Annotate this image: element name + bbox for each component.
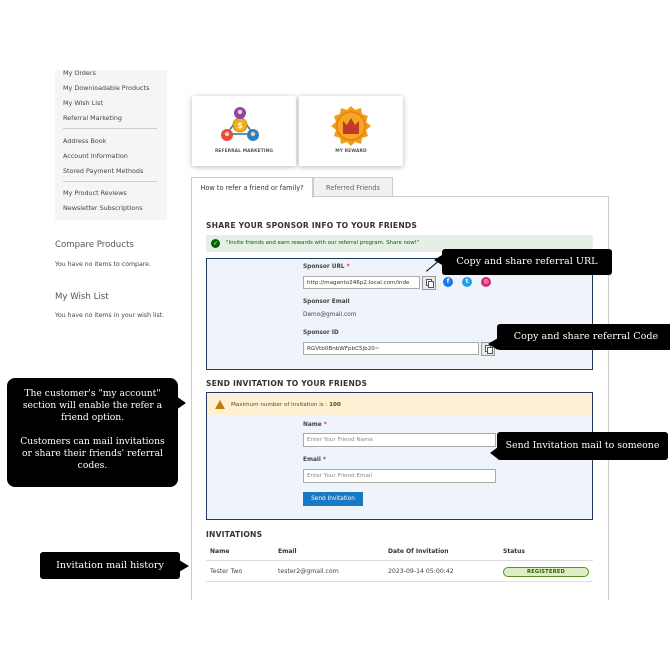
column-header-email: Email — [278, 548, 297, 555]
nav-my-orders[interactable]: My Orders — [63, 69, 96, 77]
row-name: Tester Two — [210, 568, 243, 575]
facebook-icon[interactable]: f — [443, 277, 453, 287]
compare-products-empty: You have no items to compare. — [55, 261, 151, 268]
account-navigation — [55, 70, 167, 220]
friend-name-label: Name * — [303, 422, 327, 428]
crown-medal-icon — [330, 105, 372, 147]
success-message-text: "Invite friends and earn rewards with our referral program. Share now!" — [226, 240, 420, 246]
table-divider — [206, 581, 593, 582]
tab-referred-friends[interactable]: Referred Friends — [313, 177, 393, 197]
tab-how-to-refer[interactable]: How to refer a friend or family? — [191, 177, 313, 198]
sponsor-url-input[interactable] — [303, 276, 420, 289]
referral-marketing-icon — [220, 106, 260, 144]
nav-address-book[interactable]: Address Book — [63, 137, 107, 145]
nav-account-information[interactable]: Account Information — [63, 152, 128, 160]
max-invitation-text: Maximum number of invitation is : 100 — [231, 402, 341, 408]
sponsor-url-label: Sponsor URL * — [303, 264, 350, 270]
copy-code-callout: Copy and share referral Code — [497, 324, 670, 350]
history-callout: Invitation mail history — [40, 552, 180, 579]
instagram-icon[interactable]: ◎ — [481, 277, 491, 287]
invitations-title: INVITATIONS — [206, 530, 263, 539]
sponsor-id-label: Sponsor ID — [303, 330, 339, 336]
column-header-date: Date Of Invitation — [388, 548, 449, 555]
send-mail-callout: Send Invitation mail to someone — [497, 432, 668, 460]
wish-list-empty: You have no items in your wish list. — [55, 312, 165, 319]
send-invitation-button[interactable]: Send Invitation — [303, 492, 363, 506]
warning-icon — [215, 400, 225, 409]
my-reward-card[interactable] — [299, 96, 403, 166]
row-date: 2023-09-14 05:00:42 — [388, 568, 454, 575]
wish-list-title: My Wish List — [55, 292, 109, 302]
column-header-status: Status — [503, 548, 525, 555]
nav-stored-payment-methods[interactable]: Stored Payment Methods — [63, 167, 144, 175]
my-account-callout: The customer's "my account" section will enable the refer a friend option. Customers can mail invitations or share their friends' referral codes. — [7, 378, 178, 487]
sponsor-section-title: SHARE YOUR SPONSOR INFO TO YOUR FRIENDS — [206, 221, 418, 230]
copy-url-button[interactable] — [422, 276, 436, 290]
column-header-name: Name — [210, 548, 230, 555]
callout-arrow — [434, 255, 442, 265]
copy-url-callout: Copy and share referral URL — [442, 249, 612, 275]
invitation-section-title: SEND INVITATION TO YOUR FRIENDS — [206, 379, 368, 388]
nav-referral-marketing[interactable]: Referral Marketing — [63, 114, 122, 122]
friend-email-input[interactable] — [303, 469, 496, 483]
table-divider — [206, 560, 593, 561]
nav-divider — [63, 128, 157, 129]
twitter-icon[interactable]: t — [462, 277, 472, 287]
referral-marketing-card[interactable] — [192, 96, 296, 166]
callout-arrow — [179, 560, 189, 572]
status-badge: REGISTERED — [503, 567, 589, 577]
friend-email-label: Email * — [303, 457, 326, 463]
nav-downloadable-products[interactable]: My Downloadable Products — [63, 84, 150, 92]
row-email: tester2@gmail.com — [278, 568, 339, 575]
compare-products-title: Compare Products — [55, 240, 134, 250]
callout-arrow — [176, 396, 186, 410]
referral-marketing-label: REFERRAL MARKETING — [214, 149, 274, 154]
sponsor-email-value: Demo@gmail.com — [303, 312, 357, 318]
checkmark-icon: ✓ — [212, 240, 219, 247]
nav-product-reviews[interactable]: My Product Reviews — [63, 189, 127, 197]
friend-name-input[interactable] — [303, 433, 496, 447]
nav-my-wish-list[interactable]: My Wish List — [63, 99, 103, 107]
nav-newsletter-subscriptions[interactable]: Newsletter Subscriptions — [63, 204, 143, 212]
svg-text:$: $ — [237, 121, 243, 130]
nav-divider — [63, 181, 157, 182]
my-reward-label: MY REWARD — [335, 149, 367, 154]
sponsor-email-label: Sponsor Email — [303, 299, 350, 305]
sponsor-id-input[interactable] — [303, 342, 479, 355]
